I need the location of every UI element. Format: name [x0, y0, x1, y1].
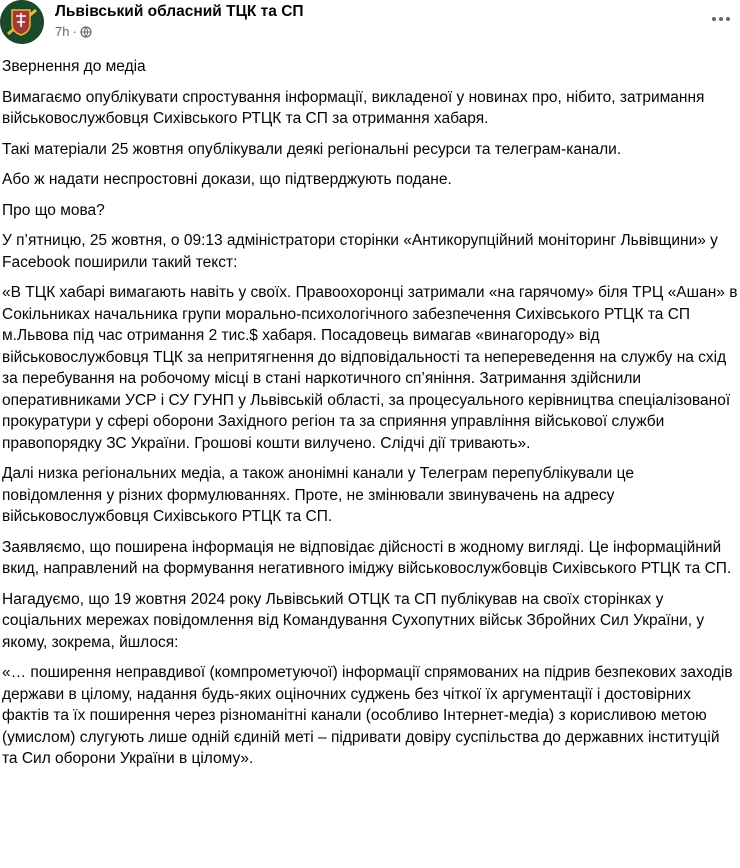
post-body: [2, 56, 738, 779]
post-paragraph: Далі низка регіональних медіа, а також анонімні канали у Телеграм перепублікували це повідомлення у різних формулюваннях. Проте, не змінювали звинувачень на адресу військовослужбовця Сихівського РТЦК та СП.: [2, 465, 634, 525]
post-paragraph: Звернення до медіа: [2, 58, 146, 75]
page-avatar[interactable]: [0, 0, 44, 44]
post-header: [0, 0, 740, 48]
post-paragraph: Нагадуємо, що 19 жовтня 2024 року Львівський ОТЦК та СП публікував на своїх сторінках у соціальних мережах повідомлення від Командування Сухопутних військ Збройних Сил України, у якому, зокрема, йшлося:: [2, 590, 705, 651]
post-paragraph: Вимагаємо опублікувати спростування інформації, викладеної у новинах про, нібито, затримання військовослужбовця Сихівського РТЦК та СП за отримання хабаря.: [2, 88, 705, 127]
post-paragraph: Або ж надати неспростовні докази, що підтверджують подане.: [2, 171, 452, 188]
post-paragraph: У п’ятницю, 25 жовтня, о 09:13 адміністратори сторінки «Антикорупційний моніторинг Львівщини» у Facebook поширили такий текст:: [2, 232, 718, 271]
meta-separator: ·: [72, 24, 77, 39]
globe-icon: [80, 26, 92, 38]
more-options-button[interactable]: [704, 6, 738, 32]
post-meta: [55, 24, 92, 39]
post-paragraph: «… поширення неправдивої (компрометуючої) інформації спрямованих на підрив безпекових заходів держави в цілому, надання будь-яких оціночних суджень без чіткої їх аргументації і достовірних фактів та їх поширення через різноманітні канали (особливо Інтернет-медіа) з корисливою метою (умислом) слугують лише одній єдиній меті – підривати довіру суспільства до державних інституцій та Сил оборони України в цілому».: [2, 664, 733, 767]
more-options-icon: [711, 16, 731, 22]
post-paragraph: Заявляємо, що поширена інформація не відповідає дійсності в жодному вигляді. Це інформаційний вкид, направлений на формування негативного іміджу військовослужбовців Сихівського РТЦК та СП.: [2, 538, 732, 577]
post-paragraph: Такі матеріали 25 жовтня опублікували деякі регіональні ресурси та телеграм-канали.: [2, 140, 622, 158]
military-emblem-icon: [0, 0, 44, 44]
post-time[interactable]: 7h: [55, 24, 70, 39]
post-paragraph: «В ТЦК хабарі вимагають навіть у своїх. Правоохоронці затримали «на гарячому» біля ТРЦ «Ашан» в Сокільниках начальника групи морально-психологічного забезпечення Сихівського РТЦК та СП м.Львова під час отримання 2 тис.$ хабаря. Посадовець вимагав «винагороду» від військовослужбовця ТЦК за непритягнення до відповідальності та непереведення на службу на схід за перебування на робочому місці в стані наркотичного сп’яніння. Затримання здійснили оперативниками УСР і СУ ГУНП у Львівській області, за процесуального керівництва спеціалізованої прокуратури у сфері оборони Західного регіон та за сприяння управління військової служби правопорядку ЗС України. Грошові кошти вилучено. Слідчі дії тривають».: [2, 284, 738, 452]
author-name[interactable]: Львівський обласний ТЦК та СП: [55, 3, 304, 20]
post-paragraph: Про що мова?: [2, 201, 105, 219]
